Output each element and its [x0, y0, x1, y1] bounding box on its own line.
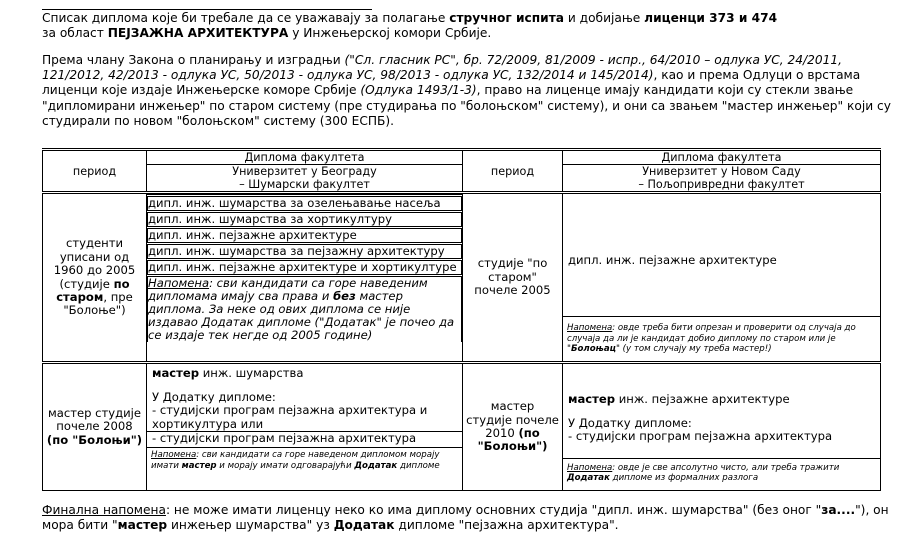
header-novisad: [563, 150, 881, 193]
note-master-left: Напомена: сви кандидати са горе наведеном дипломом морају имати мастер и морају имати одговарајући Додатак дипломе: [147, 447, 462, 473]
period-old-right: студије "по старом" почеле 2005: [463, 193, 563, 363]
addendum-item: - студијски програм пејзажна архитектура и хортикултура или: [147, 404, 462, 432]
note-old-left: Напомена: сви кандидати са горе наведеним дипломама имају сва права и без мастер диплома. За неке од ових диплома се није издавао Додатак дипломе ("Додатак" је почео да се издаје тек негде од 2005 године): [148, 276, 462, 343]
intro-text-line2-post: у Инжењерској комори Србије.: [288, 26, 492, 41]
final-note: Финална напомена: не може имати лиценцу неко ко има диплому основних студија "дипл. инж. шумарства" (без оног "за...."), он мора бити "мастер инжењер шумарства" уз Додатак дипломе "пејзажна архитектура".: [42, 503, 889, 533]
intro-text-mid: и добијање: [564, 11, 645, 25]
header-uni-novisad: Универзитет у Новом Саду: [642, 165, 801, 178]
intro-bold-field: ПЕЈЗАЖНА АРХИТЕКТУРА: [107, 26, 289, 41]
law-text-post: , право на лиценце имају кандидати који су стекли звање "дипломирани инжењер" по старом систему (пре студирања по "болоњском" систему), и они са звањем "мастер инжењер" који су студирали по новом "болоњском" систему (300 ЕСПБ).: [42, 83, 891, 128]
header-title-left: Диплома факултета: [147, 151, 462, 165]
law-text: Према члану Закона о планирању и изградњи: [42, 53, 345, 67]
diploma-table: [42, 148, 881, 491]
intro-text: Списак диплома које би требале да се уважавају за полагање: [42, 11, 450, 25]
degree-item: дипл. инж. шумарства за хортикултуру: [148, 212, 462, 228]
degree-list-old: [147, 194, 462, 342]
header-period-left: период: [43, 150, 147, 193]
table-row-old-system: [43, 193, 881, 363]
note-master-right: Напомена: овде је све апсолутно чисто, али треба тражити Додатак дипломе из формалних разлога: [563, 458, 880, 490]
table-header-row: [43, 150, 881, 193]
header-uni-belgrade: Универзитет у Београду: [232, 165, 377, 178]
degree-item: дипл. инж. пејзажне архитектуре и хортикултуре: [148, 260, 462, 276]
degree-item: дипл. инж. пејзажне архитектуре: [148, 228, 462, 244]
intro-text-line2: за област: [42, 26, 108, 41]
degree-item: дипл. инж. пејзажне архитектуре: [568, 253, 777, 268]
header-faculty-forestry: – Шумарски факултет: [239, 178, 370, 191]
header-title-right: Диплома факултета: [563, 151, 880, 165]
period-old-left: студенти уписани од 1960 до 2005 (студије по старом, пре "Болоње"): [43, 193, 147, 363]
degree-item: мастер инж. пејзажне архитектуре: [568, 392, 790, 407]
degrees-old-right: [563, 193, 881, 363]
addendum-item: - студијски програм пејзажна архитектура: [568, 429, 833, 444]
addendum-title: У Додатку дипломе:: [152, 389, 276, 404]
addendum-item: - студијски програм пејзажна архитектура: [152, 431, 417, 446]
degree-item: мастер инж. шумарства: [152, 366, 304, 380]
intro-paragraph: [42, 9, 778, 41]
law-text-mid: , као и према Одлуци о врстама лиценци које издаје Инжењерске коморе Србије: [42, 68, 861, 98]
addendum-title: У Додатку дипломе:: [568, 415, 692, 430]
degrees-old-left: [147, 193, 463, 363]
law-citation: ("Сл. гласник РС", бр. 72/2009, 81/2009 - испр., 64/2010 – одлука УС, 24/2011, 121/2012, 42/2013 - одлука УС, 50/2013 - одлука УС, 98/2013 - одлука УС, 132/2014 и 145/2014): [42, 53, 842, 83]
intro-bold-licenses: лиценци 373 и 474: [644, 11, 778, 25]
law-paragraph: [42, 53, 902, 129]
table-row-master: [43, 363, 881, 491]
period-master-left: мастер студије почеле 2008 (по "Болоњи"): [43, 363, 147, 491]
note-old-right: Напомена: овде треба бити опрезан и проверити од случаја до случаја да ли је кандидат добио диплому по старом или је "Болоњац" (у том случају му треба мастер!): [563, 316, 880, 361]
degree-item: дипл. инж. шумарства за озелењавање насеља: [148, 196, 462, 212]
intro-bold-exam: стручног испита: [449, 11, 564, 25]
degrees-master-left: [147, 363, 463, 491]
law-decision: (Одлука 1493/1-3): [360, 83, 477, 98]
header-faculty-agriculture: – Пољопривредни факултет: [638, 178, 805, 191]
final-note-label: Финална напомена: [42, 503, 166, 517]
degrees-master-right: [563, 363, 881, 491]
header-period-right: период: [463, 150, 563, 193]
period-master-right: мастер студије почеле 2010 (по "Болоњи"): [463, 363, 563, 491]
degree-item: дипл. инж. шумарства за пејзажну архитектуру: [148, 244, 462, 260]
header-belgrade: [147, 150, 463, 193]
